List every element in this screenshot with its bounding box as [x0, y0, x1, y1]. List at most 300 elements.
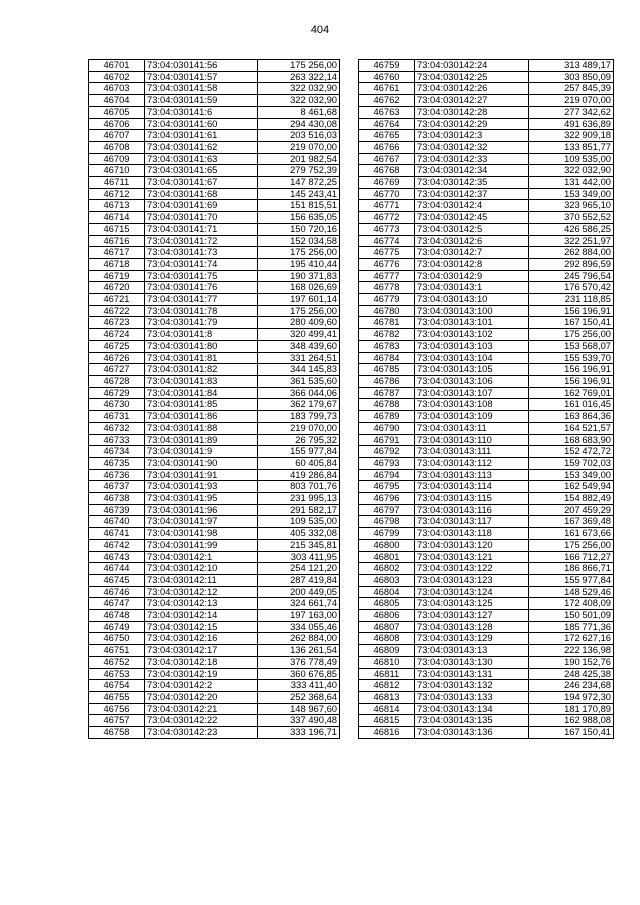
value-cell: 161 673,66: [529, 528, 614, 540]
table-row: [359, 153, 614, 165]
row-number-cell: 46721: [89, 294, 145, 306]
row-number-cell: 46780: [359, 305, 415, 317]
value-cell: 248 425,38: [529, 668, 614, 680]
cadastral-number-cell: 73:04:030142:2: [145, 680, 258, 692]
cadastral-number-cell: 73:04:030143:127: [415, 610, 529, 622]
row-number-cell: 46750: [89, 633, 145, 645]
value-cell: 133 851,77: [529, 141, 614, 153]
cadastral-number-cell: 73:04:030142:28: [415, 106, 529, 118]
row-number-cell: 46789: [359, 411, 415, 423]
value-cell: 161 016,45: [529, 399, 614, 411]
row-number-cell: 46707: [89, 130, 145, 142]
cadastral-number-cell: 73:04:030142:18: [145, 656, 258, 668]
table-row: [89, 282, 340, 294]
value-cell: 254 121,20: [258, 563, 340, 575]
value-cell: 175 256,00: [258, 305, 340, 317]
table-row: [89, 95, 340, 107]
table-row: [89, 493, 340, 505]
value-cell: 167 150,41: [529, 727, 614, 739]
cadastral-number-cell: 73:04:030142:9: [415, 270, 529, 282]
cadastral-number-cell: 73:04:030141:70: [145, 212, 258, 224]
table-row: [359, 258, 614, 270]
table-row: [89, 399, 340, 411]
value-cell: 109 535,00: [258, 516, 340, 528]
value-cell: 168 026,69: [258, 282, 340, 294]
cadastral-number-cell: 73:04:030143:11: [415, 422, 529, 434]
row-number-cell: 46732: [89, 422, 145, 434]
value-cell: 155 539,70: [529, 352, 614, 364]
table-row: [89, 703, 340, 715]
value-cell: 197 601,14: [258, 294, 340, 306]
table-row: [89, 727, 340, 739]
row-number-cell: 46785: [359, 364, 415, 376]
cadastral-number-cell: 73:04:030141:57: [145, 71, 258, 83]
cadastral-number-cell: 73:04:030143:118: [415, 528, 529, 540]
cadastral-number-cell: 73:04:030143:109: [415, 411, 529, 423]
row-number-cell: 46741: [89, 528, 145, 540]
cadastral-number-cell: 73:04:030142:10: [145, 563, 258, 575]
table-row: [359, 141, 614, 153]
cadastral-number-cell: 73:04:030141:9: [145, 446, 258, 458]
value-cell: 252 368,64: [258, 691, 340, 703]
table-row: [89, 598, 340, 610]
cadastral-number-cell: 73:04:030143:104: [415, 352, 529, 364]
row-number-cell: 46773: [359, 223, 415, 235]
cadastral-number-cell: 73:04:030141:63: [145, 153, 258, 165]
row-number-cell: 46760: [359, 71, 415, 83]
table-row: [359, 481, 614, 493]
table-row: [89, 212, 340, 224]
value-cell: 426 586,25: [529, 223, 614, 235]
cadastral-number-cell: 73:04:030141:60: [145, 118, 258, 130]
cadastral-number-cell: 73:04:030141:74: [145, 258, 258, 270]
row-number-cell: 46812: [359, 680, 415, 692]
table-row: [359, 177, 614, 189]
row-number-cell: 46729: [89, 387, 145, 399]
cadastral-number-cell: 73:04:030141:90: [145, 457, 258, 469]
cadastral-number-cell: 73:04:030142:12: [145, 586, 258, 598]
table-row: [359, 551, 614, 563]
row-number-cell: 46731: [89, 411, 145, 423]
value-cell: 176 570,42: [529, 282, 614, 294]
row-number-cell: 46776: [359, 258, 415, 270]
cadastral-number-cell: 73:04:030141:58: [145, 83, 258, 95]
value-cell: 334 055,46: [258, 621, 340, 633]
cadastral-number-cell: 73:04:030143:114: [415, 481, 529, 493]
value-cell: 167 150,41: [529, 317, 614, 329]
row-number-cell: 46759: [359, 60, 415, 72]
table-row: [89, 645, 340, 657]
cadastral-number-cell: 73:04:030141:96: [145, 504, 258, 516]
value-cell: 219 070,00: [529, 95, 614, 107]
cadastral-number-cell: 73:04:030142:1: [145, 551, 258, 563]
row-number-cell: 46736: [89, 469, 145, 481]
row-number-cell: 46747: [89, 598, 145, 610]
table-row: [89, 141, 340, 153]
value-cell: 262 884,00: [529, 247, 614, 259]
table-row: [89, 411, 340, 423]
value-cell: 246 234,68: [529, 680, 614, 692]
cadastral-number-cell: 73:04:030143:136: [415, 727, 529, 739]
cadastral-number-cell: 73:04:030143:124: [415, 586, 529, 598]
row-number-cell: 46769: [359, 177, 415, 189]
value-cell: 277 342,62: [529, 106, 614, 118]
row-number-cell: 46806: [359, 610, 415, 622]
value-cell: 147 872,25: [258, 177, 340, 189]
table-row: [359, 200, 614, 212]
cadastral-number-cell: 73:04:030142:23: [145, 727, 258, 739]
table-row: [359, 457, 614, 469]
table-row: [359, 317, 614, 329]
cadastral-number-cell: 73:04:030141:93: [145, 481, 258, 493]
row-number-cell: 46761: [359, 83, 415, 95]
value-cell: 164 521,57: [529, 422, 614, 434]
cadastral-number-cell: 73:04:030143:111: [415, 446, 529, 458]
table-row: [359, 375, 614, 387]
table-row: [359, 282, 614, 294]
row-number-cell: 46706: [89, 118, 145, 130]
table-row: [359, 563, 614, 575]
row-number-cell: 46739: [89, 504, 145, 516]
table-row: [89, 258, 340, 270]
value-cell: 419 286,84: [258, 469, 340, 481]
cadastral-number-cell: 73:04:030143:105: [415, 364, 529, 376]
cadastral-number-cell: 73:04:030143:131: [415, 668, 529, 680]
row-number-cell: 46784: [359, 352, 415, 364]
row-number-cell: 46797: [359, 504, 415, 516]
row-number-cell: 46730: [89, 399, 145, 411]
row-number-cell: 46775: [359, 247, 415, 259]
cadastral-number-cell: 73:04:030143:108: [415, 399, 529, 411]
value-cell: 131 442,00: [529, 177, 614, 189]
table-row: [359, 95, 614, 107]
value-cell: 360 676,85: [258, 668, 340, 680]
value-cell: 370 552,52: [529, 212, 614, 224]
row-number-cell: 46722: [89, 305, 145, 317]
cadastral-number-cell: 73:04:030141:81: [145, 352, 258, 364]
value-cell: 366 044,06: [258, 387, 340, 399]
cadastral-number-cell: 73:04:030141:68: [145, 188, 258, 200]
table-row: [359, 493, 614, 505]
value-cell: 156 196,91: [529, 364, 614, 376]
row-number-cell: 46807: [359, 621, 415, 633]
cadastral-number-cell: 73:04:030142:24: [415, 60, 529, 72]
table-row: [359, 422, 614, 434]
table-row: [89, 200, 340, 212]
cadastral-number-cell: 73:04:030142:4: [415, 200, 529, 212]
value-cell: 168 683,90: [529, 434, 614, 446]
value-cell: 245 796,54: [529, 270, 614, 282]
cadastral-number-cell: 73:04:030143:100: [415, 305, 529, 317]
table-row: [359, 305, 614, 317]
table-row: [359, 294, 614, 306]
row-number-cell: 46803: [359, 574, 415, 586]
table-row: [89, 551, 340, 563]
table-row: [89, 446, 340, 458]
cadastral-number-cell: 73:04:030142:17: [145, 645, 258, 657]
table-row: [89, 422, 340, 434]
row-number-cell: 46720: [89, 282, 145, 294]
row-number-cell: 46738: [89, 493, 145, 505]
row-number-cell: 46749: [89, 621, 145, 633]
cadastral-number-cell: 73:04:030143:129: [415, 633, 529, 645]
table-row: [359, 504, 614, 516]
value-cell: 333 411,40: [258, 680, 340, 692]
row-number-cell: 46718: [89, 258, 145, 270]
row-number-cell: 46767: [359, 153, 415, 165]
row-number-cell: 46788: [359, 399, 415, 411]
cadastral-number-cell: 73:04:030141:76: [145, 282, 258, 294]
table-row: [89, 457, 340, 469]
row-number-cell: 46712: [89, 188, 145, 200]
table-row: [89, 223, 340, 235]
value-cell: 361 535,60: [258, 375, 340, 387]
table-row: [359, 645, 614, 657]
cadastral-number-cell: 73:04:030141:8: [145, 329, 258, 341]
cadastral-number-cell: 73:04:030143:121: [415, 551, 529, 563]
cadastral-number-cell: 73:04:030141:61: [145, 130, 258, 142]
table-row: [89, 71, 340, 83]
cadastral-number-cell: 73:04:030142:29: [415, 118, 529, 130]
row-number-cell: 46770: [359, 188, 415, 200]
value-cell: 197 163,00: [258, 610, 340, 622]
row-number-cell: 46705: [89, 106, 145, 118]
cadastral-number-cell: 73:04:030142:7: [415, 247, 529, 259]
value-cell: 155 977,84: [258, 446, 340, 458]
table-row: [359, 598, 614, 610]
value-cell: 153 568,07: [529, 340, 614, 352]
row-number-cell: 46728: [89, 375, 145, 387]
cadastral-number-cell: 73:04:030142:27: [415, 95, 529, 107]
row-number-cell: 46744: [89, 563, 145, 575]
table-row: [89, 305, 340, 317]
table-row: [89, 574, 340, 586]
registry-table-right: [358, 59, 614, 739]
row-number-cell: 46727: [89, 364, 145, 376]
table-row: [89, 633, 340, 645]
table-row: [89, 235, 340, 247]
cadastral-number-cell: 73:04:030143:13: [415, 645, 529, 657]
row-number-cell: 46717: [89, 247, 145, 259]
value-cell: 145 243,41: [258, 188, 340, 200]
row-number-cell: 46811: [359, 668, 415, 680]
table-row: [89, 247, 340, 259]
cadastral-number-cell: 73:04:030141:59: [145, 95, 258, 107]
cadastral-number-cell: 73:04:030143:122: [415, 563, 529, 575]
cadastral-number-cell: 73:04:030142:21: [145, 703, 258, 715]
cadastral-number-cell: 73:04:030141:79: [145, 317, 258, 329]
value-cell: 323 965,10: [529, 200, 614, 212]
row-number-cell: 46777: [359, 270, 415, 282]
row-number-cell: 46757: [89, 715, 145, 727]
value-cell: 156 196,91: [529, 375, 614, 387]
value-cell: 186 866,71: [529, 563, 614, 575]
row-number-cell: 46771: [359, 200, 415, 212]
table-row: [359, 528, 614, 540]
value-cell: 219 070,00: [258, 141, 340, 153]
cadastral-number-cell: 73:04:030142:22: [145, 715, 258, 727]
cadastral-number-cell: 73:04:030143:102: [415, 329, 529, 341]
cadastral-number-cell: 73:04:030143:130: [415, 656, 529, 668]
cadastral-number-cell: 73:04:030143:107: [415, 387, 529, 399]
value-cell: 8 461,68: [258, 106, 340, 118]
table-row: [89, 153, 340, 165]
table-row: [359, 352, 614, 364]
table-row: [359, 340, 614, 352]
table-body-right: [359, 60, 614, 739]
cadastral-number-cell: 73:04:030143:116: [415, 504, 529, 516]
cadastral-number-cell: 73:04:030141:69: [145, 200, 258, 212]
cadastral-number-cell: 73:04:030143:115: [415, 493, 529, 505]
cadastral-number-cell: 73:04:030141:6: [145, 106, 258, 118]
table-row: [359, 633, 614, 645]
row-number-cell: 46766: [359, 141, 415, 153]
row-number-cell: 46735: [89, 457, 145, 469]
row-number-cell: 46708: [89, 141, 145, 153]
value-cell: 322 032,90: [258, 83, 340, 95]
table-row: [89, 586, 340, 598]
value-cell: 344 145,83: [258, 364, 340, 376]
table-row: [89, 60, 340, 72]
row-number-cell: 46715: [89, 223, 145, 235]
row-number-cell: 46733: [89, 434, 145, 446]
row-number-cell: 46709: [89, 153, 145, 165]
value-cell: 159 702,03: [529, 457, 614, 469]
row-number-cell: 46799: [359, 528, 415, 540]
row-number-cell: 46801: [359, 551, 415, 563]
table-row: [89, 165, 340, 177]
table-row: [89, 130, 340, 142]
row-number-cell: 46711: [89, 177, 145, 189]
row-number-cell: 46716: [89, 235, 145, 247]
cadastral-number-cell: 73:04:030142:14: [145, 610, 258, 622]
table-row: [359, 610, 614, 622]
cadastral-number-cell: 73:04:030141:95: [145, 493, 258, 505]
value-cell: 231 995,13: [258, 493, 340, 505]
row-number-cell: 46748: [89, 610, 145, 622]
cadastral-number-cell: 73:04:030141:85: [145, 399, 258, 411]
table-row: [359, 83, 614, 95]
cadastral-number-cell: 73:04:030143:134: [415, 703, 529, 715]
row-number-cell: 46758: [89, 727, 145, 739]
value-cell: 153 349,00: [529, 188, 614, 200]
cadastral-number-cell: 73:04:030142:25: [415, 71, 529, 83]
value-cell: 231 118,85: [529, 294, 614, 306]
table-row: [89, 539, 340, 551]
table-row: [89, 118, 340, 130]
value-cell: 203 516,03: [258, 130, 340, 142]
table-row: [89, 691, 340, 703]
table-row: [359, 387, 614, 399]
cadastral-number-cell: 73:04:030141:78: [145, 305, 258, 317]
value-cell: 136 261,54: [258, 645, 340, 657]
cadastral-number-cell: 73:04:030141:56: [145, 60, 258, 72]
value-cell: 348 439,60: [258, 340, 340, 352]
value-cell: 175 256,00: [258, 60, 340, 72]
value-cell: 150 501,09: [529, 610, 614, 622]
row-number-cell: 46704: [89, 95, 145, 107]
row-number-cell: 46800: [359, 539, 415, 551]
value-cell: 303 411,95: [258, 551, 340, 563]
table-row: [359, 680, 614, 692]
table-row: [89, 177, 340, 189]
cadastral-number-cell: 73:04:030143:117: [415, 516, 529, 528]
value-cell: 263 322,14: [258, 71, 340, 83]
row-number-cell: 46790: [359, 422, 415, 434]
value-cell: 215 345,81: [258, 539, 340, 551]
table-row: [359, 691, 614, 703]
row-number-cell: 46815: [359, 715, 415, 727]
value-cell: 287 419,84: [258, 574, 340, 586]
table-row: [89, 668, 340, 680]
value-cell: 222 136,98: [529, 645, 614, 657]
value-cell: 280 409,60: [258, 317, 340, 329]
cadastral-number-cell: 73:04:030141:83: [145, 375, 258, 387]
value-cell: 175 256,00: [258, 247, 340, 259]
row-number-cell: 46786: [359, 375, 415, 387]
row-number-cell: 46724: [89, 329, 145, 341]
row-number-cell: 46701: [89, 60, 145, 72]
cadastral-number-cell: 73:04:030142:19: [145, 668, 258, 680]
cadastral-number-cell: 73:04:030143:128: [415, 621, 529, 633]
table-row: [359, 539, 614, 551]
row-number-cell: 46754: [89, 680, 145, 692]
cadastral-number-cell: 73:04:030141:72: [145, 235, 258, 247]
value-cell: 201 982,54: [258, 153, 340, 165]
cadastral-number-cell: 73:04:030142:26: [415, 83, 529, 95]
row-number-cell: 46726: [89, 352, 145, 364]
row-number-cell: 46791: [359, 434, 415, 446]
table-row: [89, 563, 340, 575]
value-cell: 153 349,00: [529, 469, 614, 481]
table-row: [359, 668, 614, 680]
table-row: [89, 317, 340, 329]
cadastral-number-cell: 73:04:030141:82: [145, 364, 258, 376]
cadastral-number-cell: 73:04:030142:13: [145, 598, 258, 610]
row-number-cell: 46779: [359, 294, 415, 306]
value-cell: 60 405,84: [258, 457, 340, 469]
cadastral-number-cell: 73:04:030141:98: [145, 528, 258, 540]
row-number-cell: 46778: [359, 282, 415, 294]
table-row: [359, 469, 614, 481]
value-cell: 155 977,84: [529, 574, 614, 586]
table-row: [359, 212, 614, 224]
row-number-cell: 46792: [359, 446, 415, 458]
cadastral-number-cell: 73:04:030142:37: [415, 188, 529, 200]
value-cell: 190 152,76: [529, 656, 614, 668]
value-cell: 322 909,18: [529, 130, 614, 142]
row-number-cell: 46743: [89, 551, 145, 563]
row-number-cell: 46746: [89, 586, 145, 598]
row-number-cell: 46734: [89, 446, 145, 458]
value-cell: 322 251,97: [529, 235, 614, 247]
row-number-cell: 46804: [359, 586, 415, 598]
cadastral-number-cell: 73:04:030141:88: [145, 422, 258, 434]
row-number-cell: 46783: [359, 340, 415, 352]
row-number-cell: 46710: [89, 165, 145, 177]
row-number-cell: 46762: [359, 95, 415, 107]
cadastral-number-cell: 73:04:030143:110: [415, 434, 529, 446]
value-cell: 185 771,36: [529, 621, 614, 633]
value-cell: 162 988,08: [529, 715, 614, 727]
value-cell: 313 489,17: [529, 60, 614, 72]
cadastral-number-cell: 73:04:030141:84: [145, 387, 258, 399]
cadastral-number-cell: 73:04:030142:45: [415, 212, 529, 224]
value-cell: 151 815,51: [258, 200, 340, 212]
value-cell: 362 179,67: [258, 399, 340, 411]
value-cell: 156 635,05: [258, 212, 340, 224]
row-number-cell: 46805: [359, 598, 415, 610]
